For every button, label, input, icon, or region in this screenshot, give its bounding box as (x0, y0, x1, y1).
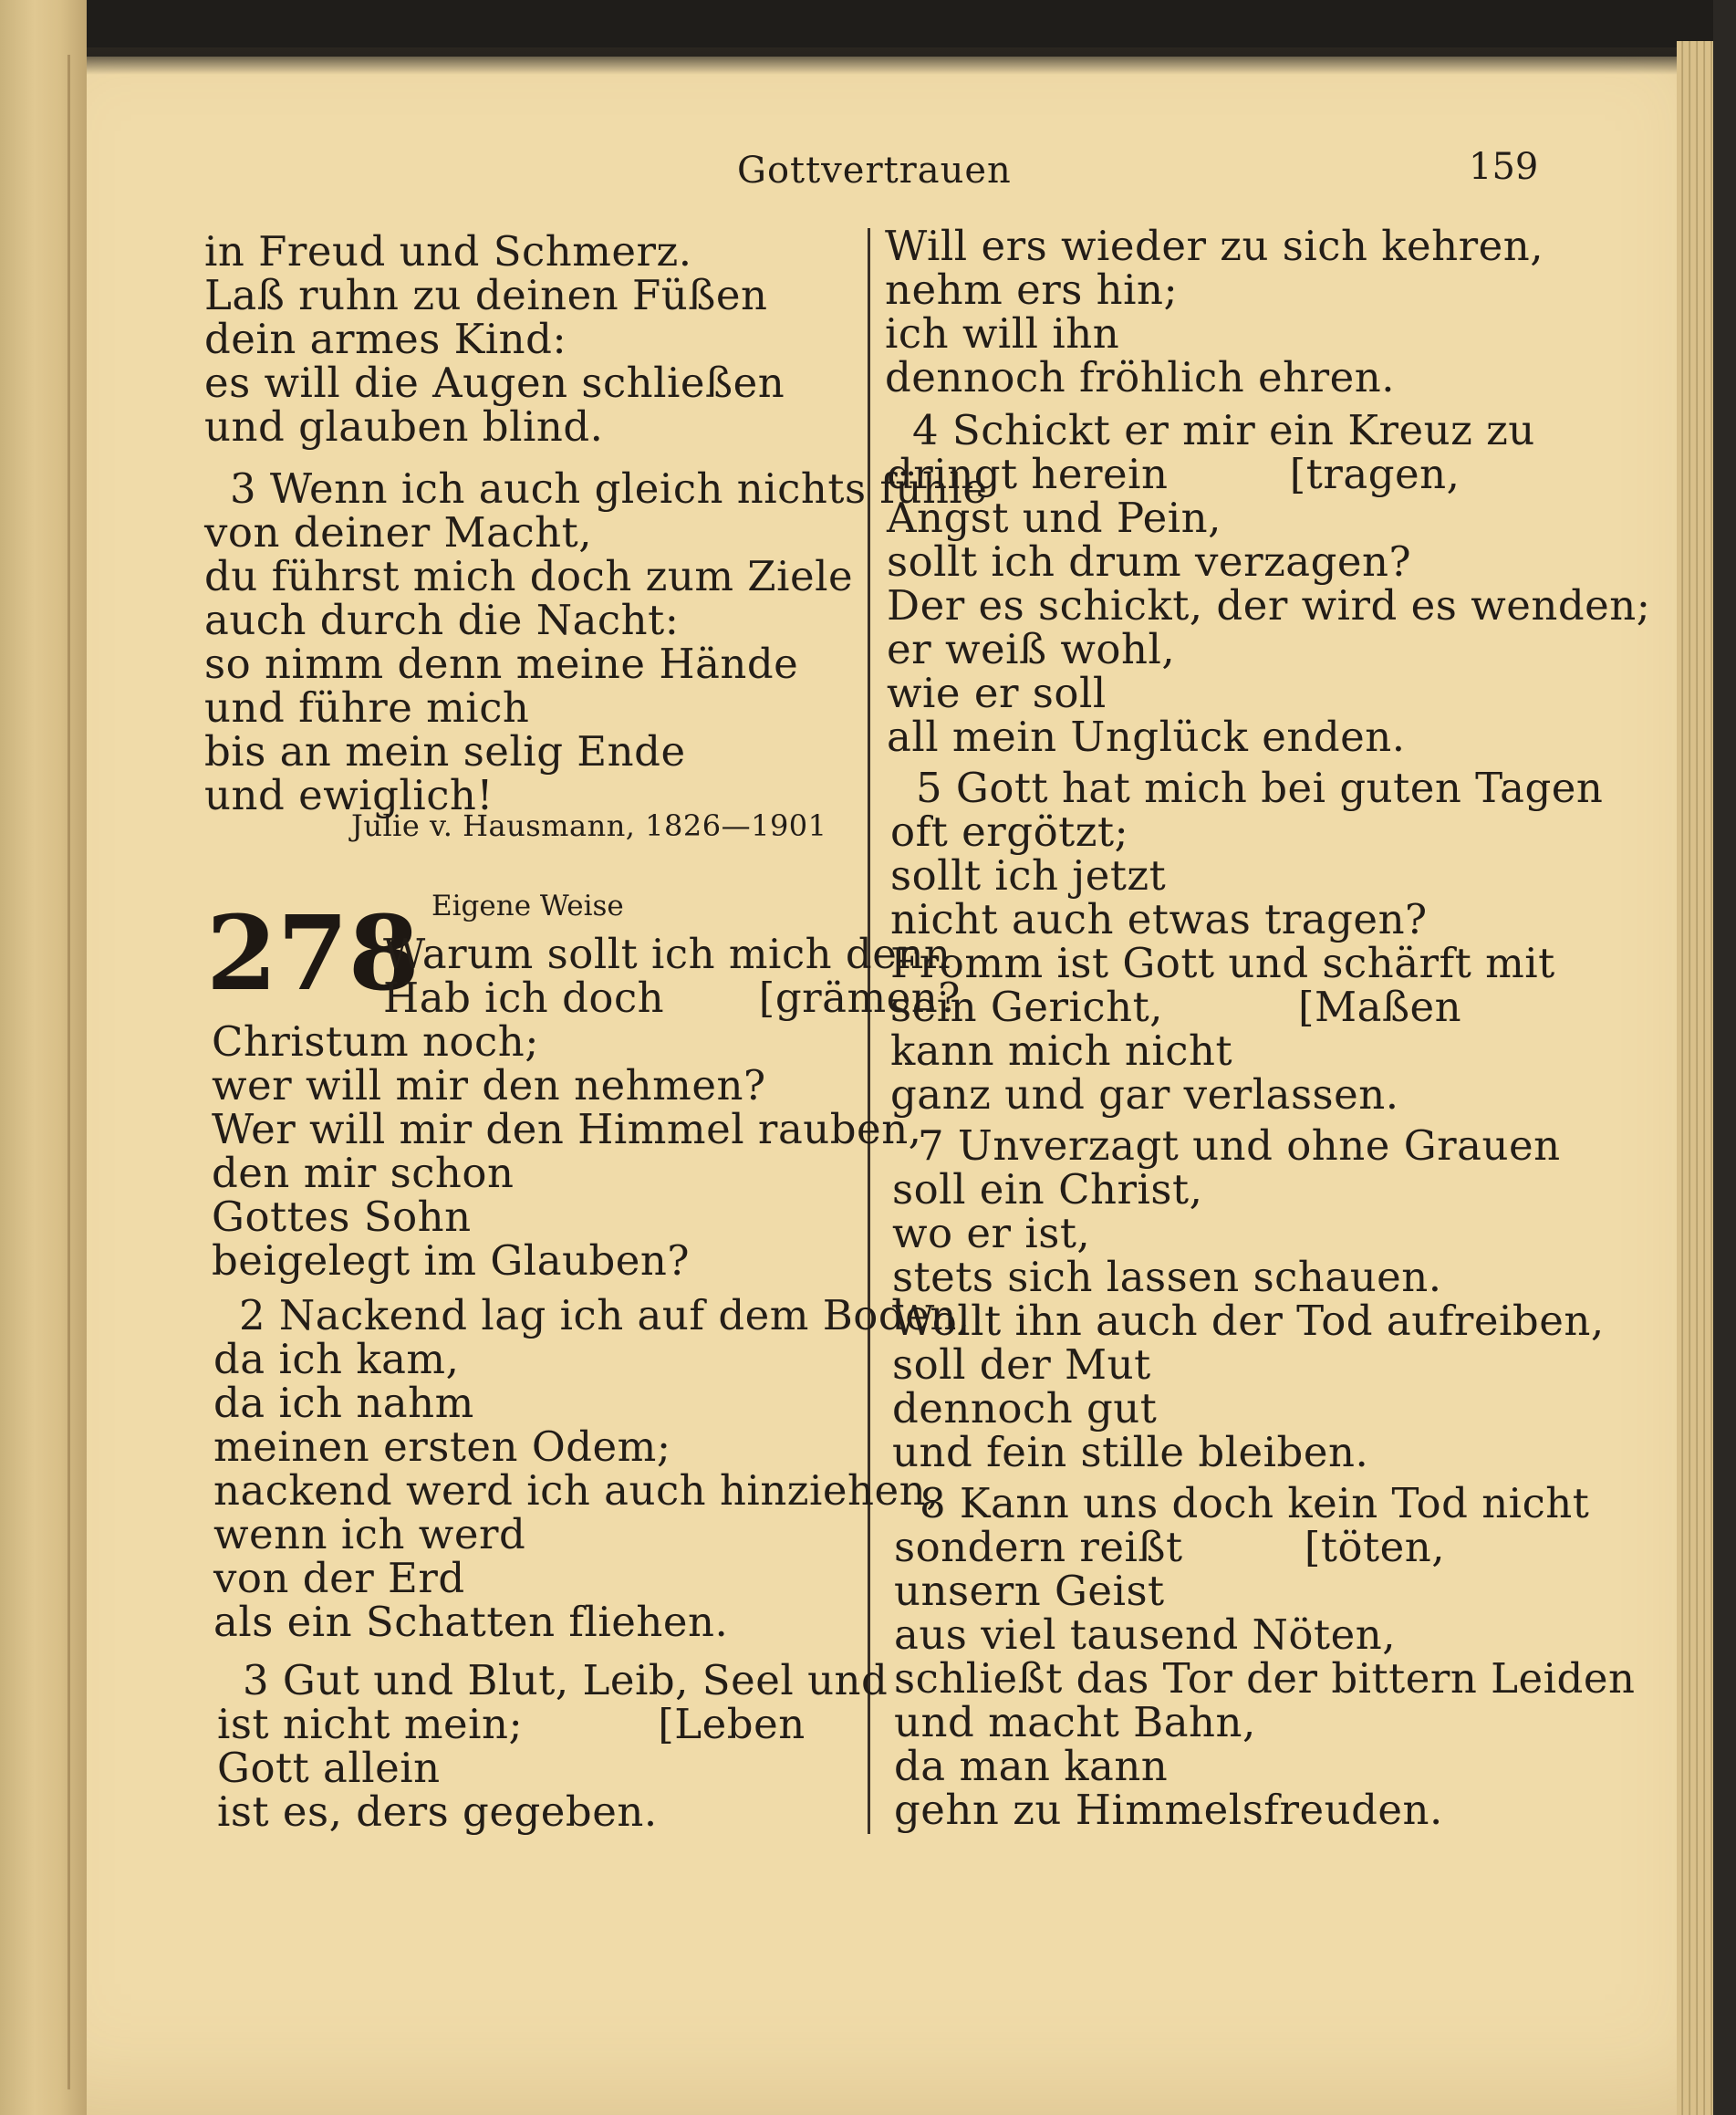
page-number: 159 (1469, 146, 1539, 188)
verse-line: dein armes Kind: (204, 315, 567, 363)
author-attribution: Julie v. Hausmann, 1826—1901 (351, 808, 827, 843)
verse-line: 7 Unverzagt und ohne Grauen (918, 1121, 1561, 1170)
verse-line: da man kann (894, 1742, 1169, 1790)
verse-line: sondern reißt [töten, (894, 1523, 1446, 1571)
verse-line: so nimm denn meine Hände (204, 640, 799, 688)
verse-line: auch durch die Nacht: (204, 596, 680, 644)
verse-line: ich will ihn (885, 309, 1120, 358)
verse-line: und fein stille bleiben. (892, 1428, 1369, 1476)
verse-line: dennoch gut (892, 1384, 1158, 1433)
verse-line: und ewiglich! (204, 771, 494, 819)
verse-line: all mein Unglück enden. (887, 713, 1406, 761)
verse-line: Will ers wieder zu sich kehren, (885, 222, 1544, 270)
verse-line: unsern Geist (894, 1567, 1165, 1615)
verse-line: und führe mich (204, 683, 530, 732)
verse-line: kann mich nicht (890, 1026, 1233, 1075)
verse-line: Angst und Pein, (887, 494, 1221, 542)
melody-note: Eigene Weise (431, 890, 624, 922)
verse-line: nackend werd ich auch hinziehen, (213, 1466, 940, 1515)
verse-line: und macht Bahn, (894, 1698, 1256, 1746)
verse-line: schließt das Tor der bittern Leiden (894, 1654, 1636, 1703)
left-stanza-3 (204, 464, 988, 819)
verse-line: wer will mir den nehmen? (212, 1061, 766, 1110)
verse-line: wenn ich werd (213, 1510, 526, 1558)
verse-line: Gott allein (217, 1744, 441, 1792)
verse-line: da ich kam, (213, 1335, 460, 1383)
hymn-stanza-1 (212, 1017, 922, 1285)
verse-line: von deiner Macht, (204, 508, 593, 557)
gutter-crease (68, 55, 70, 2089)
verse-line: aus viel tausend Nöten, (894, 1610, 1397, 1659)
verse-line: nicht auch etwas tragen? (890, 895, 1428, 943)
verse-line: stets sich lassen schauen. (892, 1253, 1442, 1301)
book-top-shadow (0, 47, 1736, 75)
book-cover-edge (1713, 0, 1736, 2115)
verse-line: oft ergötzt; (890, 807, 1129, 856)
verse-line: Hab ich doch [grämen? (383, 974, 961, 1022)
verse-line: 8 Kann uns doch kein Tod nicht (920, 1479, 1590, 1527)
verse-line: Gottes Sohn (212, 1193, 472, 1241)
hymn-stanza-3 (217, 1656, 889, 1836)
verse-line: 4 Schickt er mir ein Kreuz zu (912, 406, 1535, 454)
hymn-number: 278 (206, 894, 420, 1014)
verse-line: wo er ist, (892, 1209, 1091, 1257)
verse-line: meinen ersten Odem; (213, 1422, 671, 1471)
verse-line: nehm ers hin; (885, 266, 1179, 314)
verse-line: 3 Gut und Blut, Leib, Seel und (243, 1656, 889, 1704)
verse-line: es will die Augen schließen (204, 359, 785, 407)
left-stanza-end (204, 227, 785, 451)
verse-line: soll der Mut (892, 1340, 1151, 1389)
verse-line: in Freud und Schmerz. (204, 227, 692, 276)
book-gutter (0, 0, 87, 2115)
verse-line: er weiß wohl, (887, 625, 1176, 673)
verse-line: da ich nahm (213, 1379, 474, 1427)
verse-line: wie er soll (887, 669, 1107, 717)
right-stanza-5 (890, 766, 1603, 1117)
verse-line: von der Erd (213, 1554, 465, 1602)
verse-line: du führst mich doch zum Ziele (204, 552, 854, 600)
verse-line: dennoch fröhlich ehren. (885, 353, 1396, 401)
verse-line: ist nicht mein; [Leben (217, 1700, 806, 1748)
right-stanza-4 (887, 406, 1651, 761)
verse-line: ganz und gar verlassen. (890, 1070, 1399, 1119)
verse-line: Wer will mir den Himmel rauben, (212, 1105, 922, 1153)
running-title: Gottvertrauen (737, 150, 1012, 192)
verse-line: 2 Nackend lag ich auf dem Boden, (239, 1291, 971, 1339)
right-stanza-7 (892, 1121, 1605, 1476)
verse-line: Warum sollt ich mich denn (383, 930, 951, 978)
verse-line: Fromm ist Gott und schärft mit (890, 939, 1555, 987)
verse-line: und glauben blind. (204, 402, 604, 451)
verse-line: 3 Wenn ich auch gleich nichts fühle (230, 464, 988, 513)
verse-line: 5 Gott hat mich bei guten Tagen (916, 764, 1604, 812)
right-stanza-8 (894, 1479, 1636, 1834)
verse-line: Laß ruhn zu deinen Füßen (204, 271, 768, 319)
verse-line: gehn zu Himmelsfreuden. (894, 1786, 1443, 1834)
verse-line: den mir schon (212, 1149, 515, 1197)
verse-line: sollt ich drum verzagen? (887, 537, 1412, 586)
verse-line: Wollt ihn auch der Tod aufreiben, (892, 1297, 1605, 1345)
verse-line: sein Gericht, [Maßen (890, 983, 1462, 1031)
verse-line: bis an mein selig Ende (204, 727, 686, 776)
verse-line: als ein Schatten fliehen. (213, 1598, 729, 1646)
verse-line: Christum noch; (212, 1017, 539, 1066)
verse-line: Der es schickt, der wird es wenden; (887, 581, 1651, 630)
hymn-first-lines (383, 932, 961, 1020)
verse-line: sollt ich jetzt (890, 851, 1167, 900)
right-stanza-3-cont (885, 224, 1544, 400)
verse-line: beigelegt im Glauben? (212, 1236, 691, 1285)
verse-line: soll ein Christ, (892, 1165, 1203, 1214)
hymn-stanza-2 (213, 1291, 971, 1646)
verse-line: ist es, ders gegeben. (217, 1787, 658, 1836)
verse-line: dringt herein [tragen, (887, 450, 1461, 498)
